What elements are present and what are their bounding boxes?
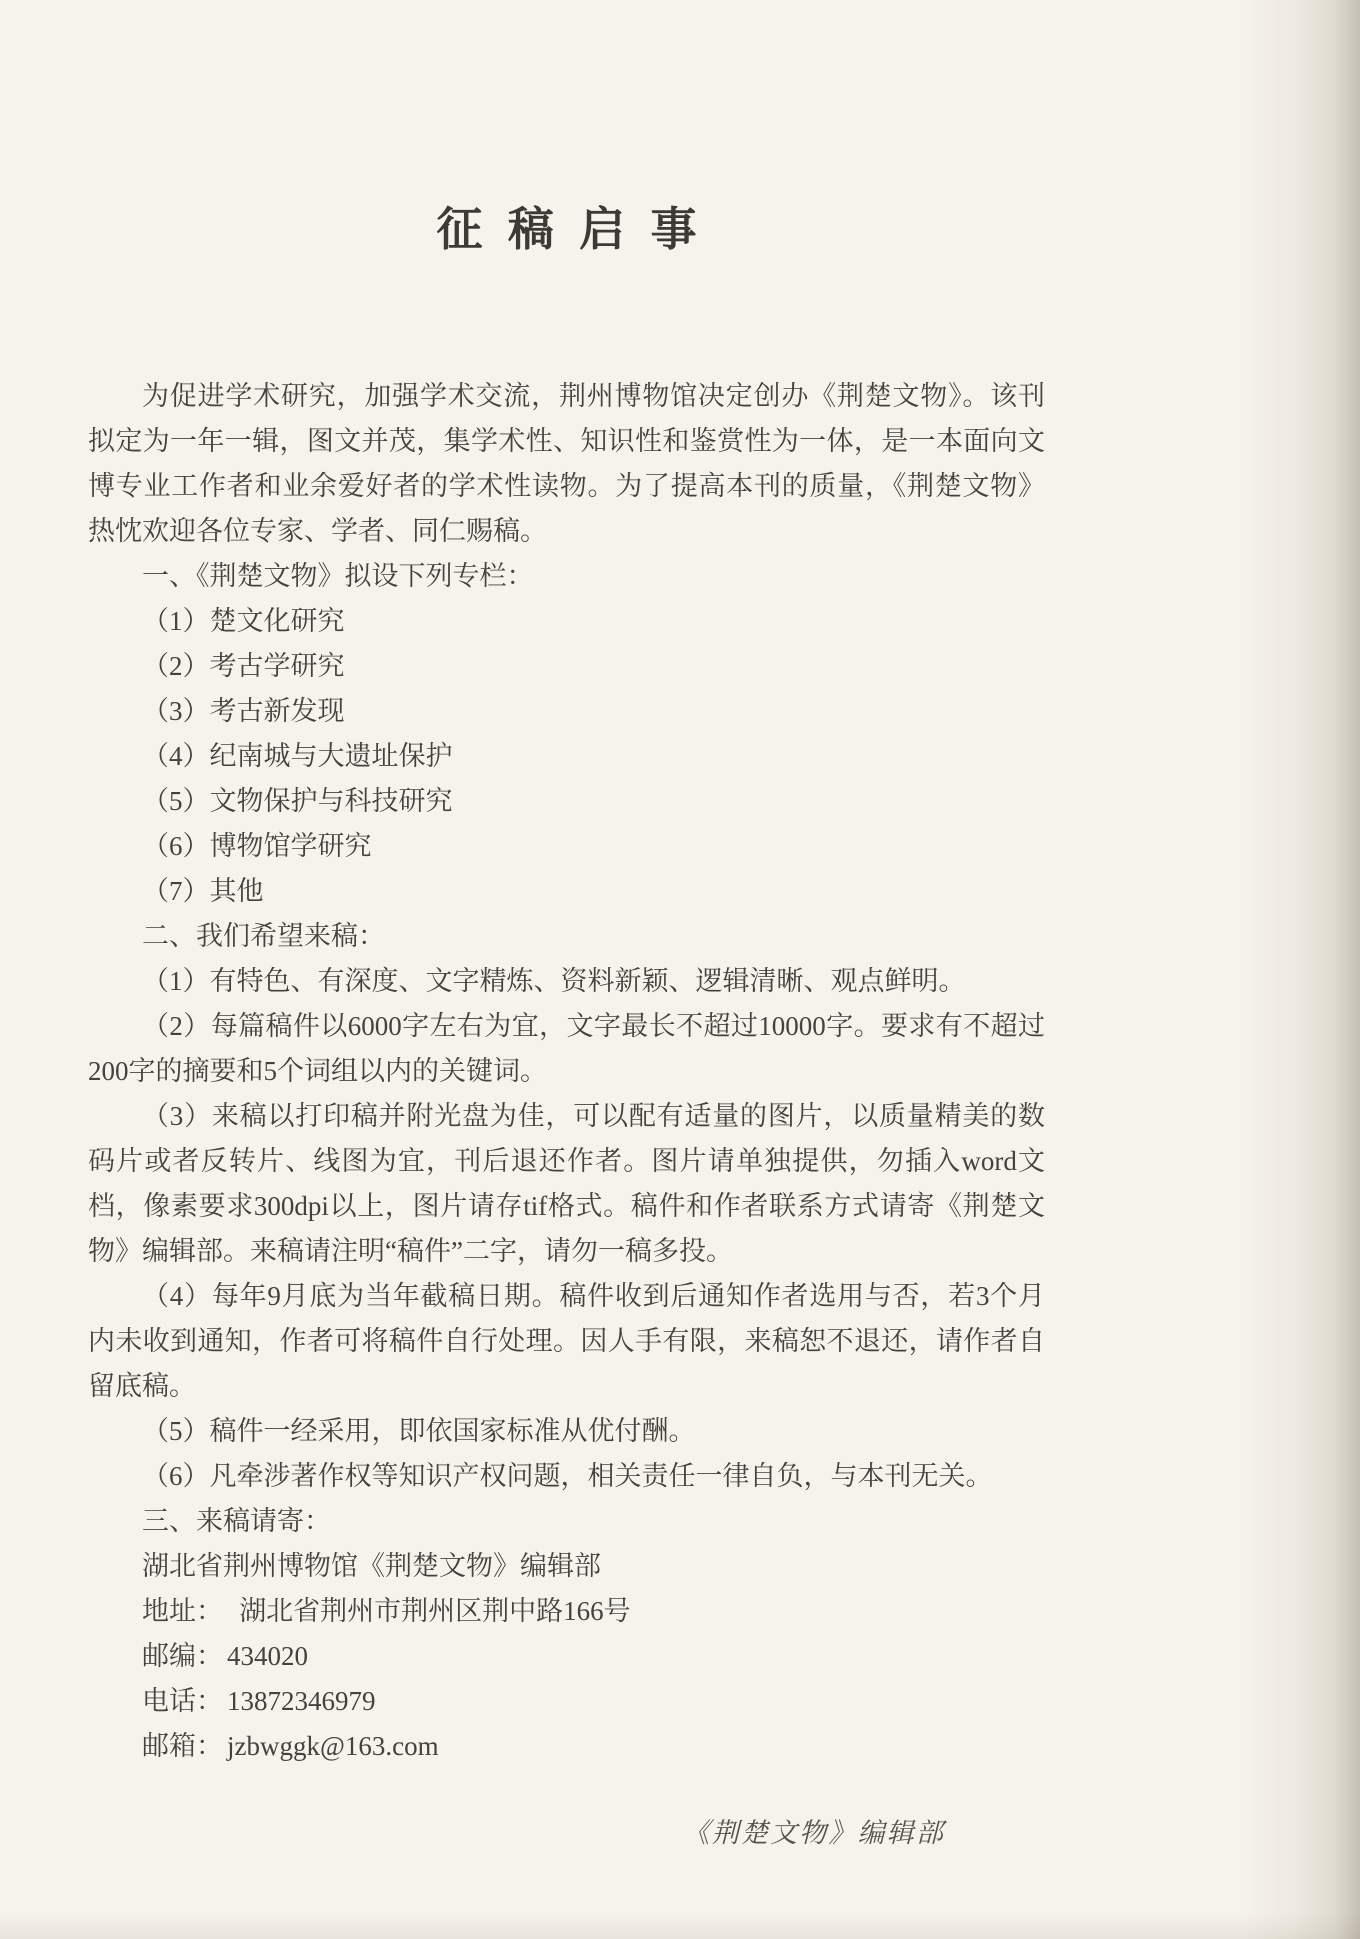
- requirement-item-3: （3）来稿以打印稿并附光盘为佳，可以配有适量的图片，以质量精美的数码片或者反转片、线图为宜，刊后退还作者。图片请单独提供，勿插入word文档，像素要求300dpi以上，图片请存tif格式。稿件和作者联系方式请寄《荆楚文物》编辑部。来稿请注明“稿件”二字，请勿一稿多投。: [88, 1101, 1045, 1266]
- column-item-5: （5）文物保护与科技研究: [142, 786, 453, 816]
- zipcode-value: 434020: [227, 1641, 309, 1671]
- contact-phone-line: [88, 1679, 1045, 1724]
- mail-recipient: 湖北省荆州博物馆《荆楚文物》编辑部: [142, 1551, 601, 1581]
- page-title: 征稿启事: [436, 204, 722, 255]
- column-item-1: （1）楚文化研究: [142, 606, 345, 636]
- document-body: [88, 374, 1045, 1769]
- section1-heading: 一、《荆楚文物》拟设下列专栏：: [142, 561, 534, 591]
- column-item-6: （6）博物馆学研究: [142, 831, 372, 861]
- requirement-item-2: （2）每篇稿件以6000字左右为宜，文字最长不超过10000字。要求有不超过200字的摘要和5个词组以内的关键词。: [88, 1011, 1045, 1086]
- requirement-item-1: （1）有特色、有深度、文字精炼、资料新颖、逻辑清晰、观点鲜明。: [142, 966, 966, 996]
- phone-label: 电话：: [142, 1686, 223, 1716]
- contact-zipcode-line: [88, 1634, 1045, 1679]
- zipcode-label: 邮编：: [142, 1641, 223, 1671]
- intro-paragraph: 为促进学术研究，加强学术交流，荆州博物馆决定创办《荆楚文物》。该刊拟定为一年一辑，图文并茂，集学术性、知识性和鉴赏性为一体，是一本面向文博专业工作者和业余爱好者的学术性读物。为了提高本刊的质量，《荆楚文物》热忱欢迎各位专家、学者、同仁赐稿。: [88, 381, 1045, 546]
- section2-heading: 二、我们希望来稿：: [142, 921, 385, 951]
- contact-address-line: [88, 1589, 1045, 1634]
- requirement-item-4: （4）每年9月底为当年截稿日期。稿件收到后通知作者选用与否，若3个月内未收到通知，作者可将稿件自行处理。因人手有限，来稿恕不退还，请作者自留底稿。: [88, 1281, 1045, 1401]
- section3-heading: 三、来稿请寄：: [142, 1506, 331, 1536]
- page-edge-shadow: [1240, 0, 1360, 1939]
- editorial-signature: 《荆楚文物》编辑部: [682, 1818, 945, 1848]
- column-item-3: （3）考古新发现: [142, 696, 345, 726]
- requirement-item-6: （6）凡牵涉著作权等知识产权问题，相关责任一律自负，与本刊无关。: [142, 1461, 993, 1491]
- address-label: 地址：: [142, 1596, 223, 1626]
- phone-value: 13872346979: [227, 1686, 376, 1716]
- requirement-item-5: （5）稿件一经采用，即依国家标准从优付酬。: [142, 1416, 696, 1446]
- email-value: jzbwggk@163.com: [227, 1731, 439, 1761]
- column-item-2: （2）考古学研究: [142, 651, 345, 681]
- address-value: 湖北省荆州市荆州区荆中路166号: [239, 1596, 631, 1626]
- email-label: 邮箱：: [142, 1731, 223, 1761]
- contact-email-line: [88, 1724, 1045, 1769]
- page-bottom-shade: [0, 1913, 1360, 1939]
- column-item-4: （4）纪南城与大遗址保护: [142, 741, 453, 771]
- column-item-7: （7）其他: [142, 876, 264, 906]
